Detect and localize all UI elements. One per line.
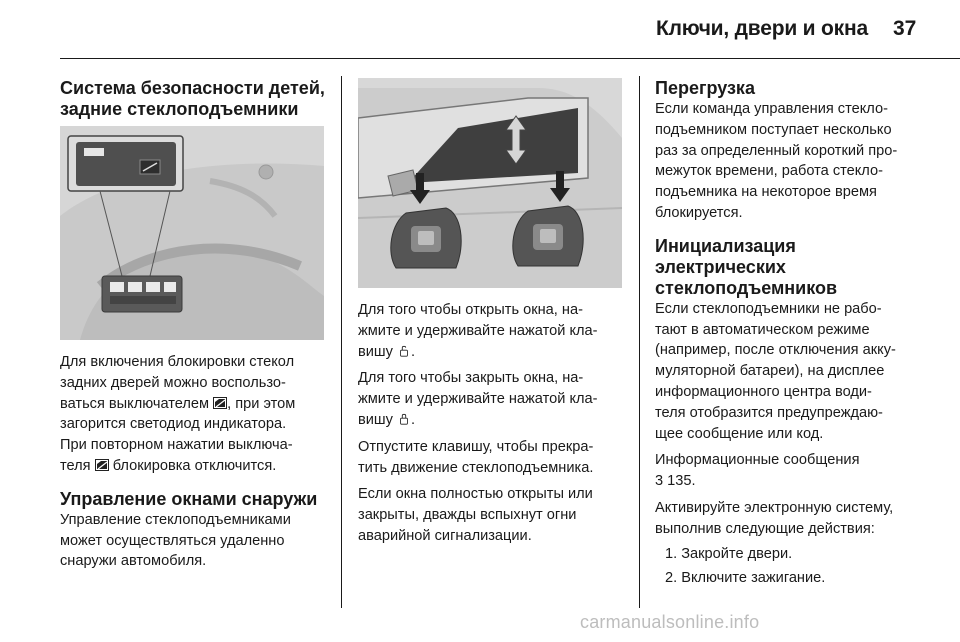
- column-divider-2: [639, 76, 640, 608]
- watermark: carmanualsonline.info: [580, 612, 760, 632]
- paragraph-open-windows: Для того чтобы открыть окна, на- жмите и удерживайте нажатой кла- вишу .: [358, 302, 598, 360]
- unlock-key-icon: [397, 345, 411, 357]
- column-2: [358, 78, 628, 547]
- figure-remote-key-window: [358, 78, 622, 288]
- column-3: [655, 78, 925, 589]
- page-number: 37: [893, 17, 917, 40]
- heading-remote-window-control: Управление окнами снаружи: [60, 488, 318, 509]
- figure-lock-switch-illustration: [60, 126, 324, 340]
- paragraph-release-key: Отпустите клавишу, чтобы прекра- тить движение стеклоподъемника.: [358, 438, 594, 476]
- paragraph-lock-instructions: Для включения блокировки стекол задних дверей можно воспользо- ваться выключателем , при этом загорится светодиод индикатора. При повторном нажатии выключа- теля блокировка отключится.: [60, 354, 296, 474]
- header-rule: [60, 58, 960, 59]
- list-item: 1. Закройте двери.: [665, 545, 793, 562]
- paragraph-hazard-flash: Если окна полностью открыты или закрыты, дважды вспыхнут огни аварийной сигнализации.: [358, 486, 593, 544]
- heading-child-safety: Система безопасности детей, задние стеклоподъемники: [60, 78, 325, 119]
- paragraph-initialization: Если стеклоподъемники не рабо- тают в автоматическом режиме (например, после отключения акку- муляторной батареи), на дисплее информационного центра води- теля отобразится предупреждаю- щее сообщение или код.: [655, 300, 896, 442]
- heading-overload: Перегрузка: [655, 78, 755, 98]
- lock-key-icon: [397, 413, 411, 425]
- paragraph-info-messages: Информационные сообщения 3 135.: [655, 450, 925, 492]
- steps-list: [655, 544, 925, 590]
- list-item: 2. Включите зажигание.: [665, 570, 826, 587]
- heading-initialization: Инициализация электрических стеклоподъемников: [655, 235, 838, 298]
- paragraph-remote-control: Управление стеклоподъемниками может осуществляться удаленно снаружи автомобиля.: [60, 511, 291, 570]
- section-title: Ключи, двери и окна: [656, 17, 868, 40]
- paragraph-activate-system: Активируйте электронную систему, выполнив следующие действия:: [655, 499, 894, 537]
- window-lock-icon: [95, 459, 109, 471]
- page-reference-link[interactable]: 3 135.: [655, 473, 696, 490]
- paragraph-overload: Если команда управления стекло- подъемником поступает несколько раз за определенный короткий про- межуток времени, работа стекло- подъемника на некоторое время блокируется.: [655, 101, 898, 221]
- column-divider-1: [341, 76, 342, 608]
- column-1: [60, 78, 330, 572]
- paragraph-close-windows: Для того чтобы закрыть окна, на- жмите и удерживайте нажатой кла- вишу .: [358, 370, 598, 428]
- window-lock-icon: [213, 397, 227, 409]
